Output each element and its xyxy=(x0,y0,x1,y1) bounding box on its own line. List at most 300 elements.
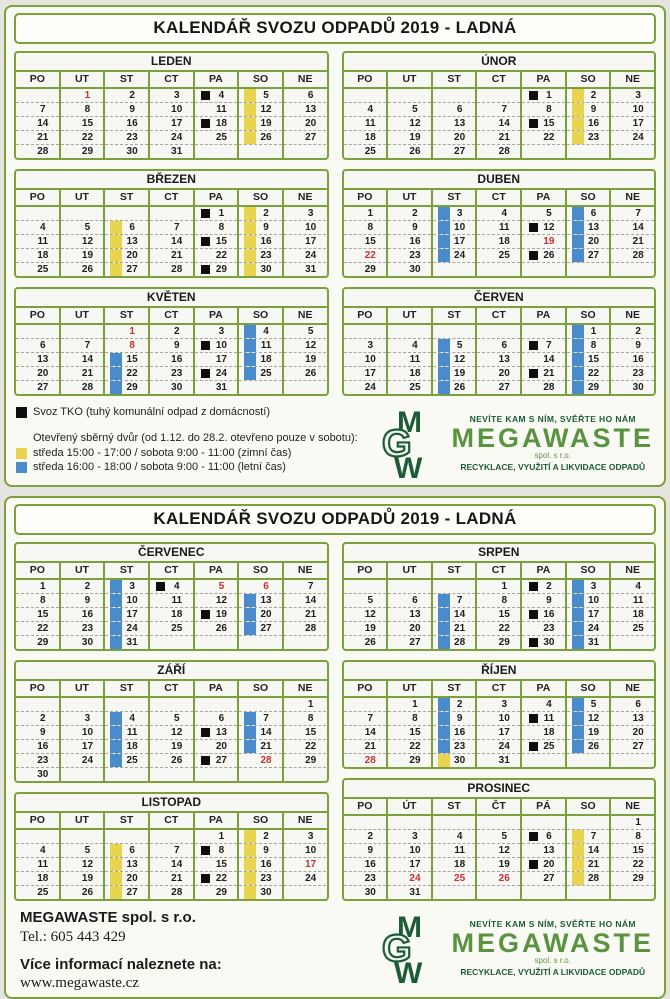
day-number: 21 xyxy=(454,623,466,634)
weekday-header: SO xyxy=(567,563,612,578)
cell-marker xyxy=(66,608,78,621)
day-number xyxy=(122,768,148,781)
open-yard-summer-marker xyxy=(572,580,584,593)
day-column xyxy=(477,698,522,767)
cell-marker xyxy=(155,381,167,394)
day-cell xyxy=(284,249,327,263)
day-number: 5 xyxy=(307,326,314,337)
logo-text-block xyxy=(451,919,654,976)
cell-marker xyxy=(527,117,539,130)
day-number: 21 xyxy=(37,132,49,143)
day-number xyxy=(361,816,387,829)
day-number: 9 xyxy=(590,104,597,115)
cell-marker xyxy=(21,858,33,871)
day-cell xyxy=(477,263,520,276)
day-number: 30 xyxy=(260,887,272,898)
day-number: 1 xyxy=(635,817,641,828)
cell-marker xyxy=(393,580,405,593)
day-cell xyxy=(433,580,476,594)
weekday-header: ST xyxy=(433,308,478,323)
day-number: 12 xyxy=(364,609,376,620)
cell-marker xyxy=(66,325,78,338)
cell-marker xyxy=(200,754,212,767)
weekday-header: SO xyxy=(567,72,612,87)
day-column xyxy=(567,580,612,649)
open-yard-summer-marker xyxy=(244,726,256,739)
cell-marker xyxy=(527,622,539,635)
day-number xyxy=(33,830,59,843)
day-number: 12 xyxy=(409,118,421,129)
day-cell xyxy=(239,594,282,608)
day-number: 1 xyxy=(412,699,418,710)
open-yard-summer-marker xyxy=(572,339,584,352)
month-leden xyxy=(14,51,329,160)
open-yard-summer-marker xyxy=(572,712,584,725)
day-cell xyxy=(150,339,193,353)
day-cell xyxy=(284,636,327,649)
day-number xyxy=(212,145,238,158)
day-cell xyxy=(522,858,565,872)
cell-marker xyxy=(482,740,494,753)
day-cell xyxy=(195,886,238,899)
day-number: 29 xyxy=(126,382,138,393)
day-cell xyxy=(16,712,59,726)
cell-marker xyxy=(616,740,628,753)
day-cell xyxy=(61,872,104,886)
month-prosinec xyxy=(342,778,657,901)
day-column xyxy=(388,207,433,276)
day-number: 6 xyxy=(263,581,269,592)
months-column-right xyxy=(342,51,657,396)
day-cell xyxy=(105,381,148,394)
weekday-header: UT xyxy=(61,813,106,828)
day-cell xyxy=(344,131,387,145)
logo-tagline: NEVÍTE KAM S NÍM, SVĚŘTE HO NÁM xyxy=(469,414,636,425)
cell-marker xyxy=(438,580,450,593)
day-cell xyxy=(195,622,238,636)
day-number: 2 xyxy=(40,713,46,724)
cell-marker xyxy=(616,580,628,593)
day-cell xyxy=(150,698,193,712)
weekday-header: UT xyxy=(61,308,106,323)
day-number: 15 xyxy=(126,354,138,365)
cell-marker xyxy=(393,844,405,857)
day-cell xyxy=(239,580,282,594)
day-cell xyxy=(150,726,193,740)
day-column xyxy=(388,89,433,158)
day-number: 5 xyxy=(590,699,597,710)
day-cell xyxy=(477,608,520,622)
day-cell xyxy=(195,235,238,249)
day-number xyxy=(494,263,520,276)
day-cell xyxy=(150,353,193,367)
open-yard-summer-marker xyxy=(572,353,584,366)
weekday-header: NE xyxy=(625,800,640,812)
day-number: 23 xyxy=(260,873,272,884)
cell-marker xyxy=(482,636,494,649)
open-yard-summer-marker xyxy=(438,221,450,234)
cell-marker xyxy=(21,221,33,234)
day-number: 15 xyxy=(305,727,317,738)
day-number: 1 xyxy=(546,90,552,101)
day-number: 19 xyxy=(305,354,317,365)
day-number: 21 xyxy=(364,741,376,752)
month-title: ČERVENEC xyxy=(16,544,327,563)
cell-marker xyxy=(438,145,450,158)
day-number: 9 xyxy=(84,595,91,606)
calendar-card-bottom xyxy=(4,496,666,999)
cell-marker xyxy=(393,145,405,158)
day-cell xyxy=(522,367,565,381)
day-number: 28 xyxy=(454,637,466,648)
open-yard-summer-marker xyxy=(244,622,256,635)
weekday-header-row xyxy=(344,190,655,207)
cell-marker xyxy=(616,608,628,621)
day-number: 27 xyxy=(126,264,138,275)
open-yard-winter-marker xyxy=(110,858,122,871)
cell-marker xyxy=(527,712,539,725)
day-number: 30 xyxy=(364,887,376,898)
day-cell xyxy=(611,235,654,249)
cell-marker xyxy=(155,844,167,857)
day-cell xyxy=(433,207,476,221)
day-number: 24 xyxy=(305,873,317,884)
day-cell xyxy=(195,858,238,872)
open-yard-winter-marker xyxy=(244,117,256,130)
day-cell xyxy=(611,325,654,339)
weekday-header-row xyxy=(344,563,655,580)
weekday-header: PO xyxy=(16,190,61,205)
day-column xyxy=(284,830,327,899)
day-cell xyxy=(477,339,520,353)
cell-marker xyxy=(66,353,78,366)
day-number: 22 xyxy=(37,623,49,634)
weekday-header: PO xyxy=(344,681,389,696)
weekday-header: PÁ xyxy=(522,799,567,814)
weekday-header: NE xyxy=(625,309,640,321)
cell-marker xyxy=(200,221,212,234)
day-number: 11 xyxy=(632,595,644,606)
day-number: 22 xyxy=(543,132,555,143)
day-number xyxy=(539,145,565,158)
day-number: 5 xyxy=(456,340,463,351)
month-listopad xyxy=(14,792,329,901)
cell-marker xyxy=(289,353,301,366)
day-cell xyxy=(477,816,520,830)
day-number: 24 xyxy=(409,873,421,884)
weekday-header: PA xyxy=(522,72,567,87)
cell-marker xyxy=(349,816,361,829)
cell-marker xyxy=(482,608,494,621)
cell-marker xyxy=(155,698,167,711)
day-column xyxy=(150,698,195,781)
cell-marker xyxy=(200,89,212,102)
cell-marker xyxy=(200,858,212,871)
day-number: 25 xyxy=(454,873,466,884)
day-number: 24 xyxy=(587,623,600,634)
day-number xyxy=(167,768,193,781)
day-cell xyxy=(16,608,59,622)
cell-marker xyxy=(482,117,494,130)
month-grid xyxy=(16,830,327,899)
weekday-header: CT xyxy=(477,563,522,578)
cell-marker xyxy=(155,712,167,725)
day-cell xyxy=(611,249,654,263)
cell-marker xyxy=(349,117,361,130)
tko-collection-marker xyxy=(201,610,210,619)
day-column xyxy=(195,830,240,899)
weekday-header: SO xyxy=(567,799,612,814)
day-number: 13 xyxy=(305,104,317,115)
day-number: 10 xyxy=(587,595,600,606)
open-yard-winter-marker xyxy=(110,235,122,248)
cell-marker xyxy=(349,712,361,725)
day-number: 27 xyxy=(215,755,227,766)
cell-marker xyxy=(155,886,167,899)
day-number: 30 xyxy=(171,382,183,393)
day-number: 12 xyxy=(454,354,466,365)
open-yard-summer-marker xyxy=(572,325,584,338)
month-cervenec xyxy=(14,542,329,651)
day-cell xyxy=(388,367,431,381)
cell-marker xyxy=(482,698,494,711)
day-number: 18 xyxy=(37,250,49,261)
day-number xyxy=(539,886,565,899)
day-number: 10 xyxy=(215,340,227,351)
day-number: 17 xyxy=(454,236,466,247)
weekday-header-row xyxy=(344,72,655,89)
day-cell xyxy=(61,353,104,367)
day-cell xyxy=(284,263,327,276)
cell-marker xyxy=(244,698,256,711)
weekday-header: NE xyxy=(625,682,640,694)
day-number xyxy=(494,89,520,102)
tko-collection-marker xyxy=(529,369,538,378)
day-cell xyxy=(611,712,654,726)
weekday-header: ST xyxy=(105,563,150,578)
day-number xyxy=(122,830,148,843)
day-number: 22 xyxy=(587,368,600,379)
day-cell xyxy=(150,580,193,594)
cell-marker xyxy=(616,622,628,635)
month-grid xyxy=(344,580,655,649)
day-cell xyxy=(433,145,476,158)
cell-marker xyxy=(21,249,33,262)
mgw-logo-icon xyxy=(381,911,447,990)
day-cell xyxy=(567,249,610,263)
open-yard-summer-marker xyxy=(244,740,256,753)
day-number xyxy=(405,580,431,593)
day-number xyxy=(584,754,610,767)
day-cell xyxy=(522,754,565,767)
day-number: 29 xyxy=(37,637,49,648)
cell-marker xyxy=(155,768,167,781)
tko-collection-marker xyxy=(201,874,210,883)
open-yard-winter-marker xyxy=(244,844,256,857)
day-cell xyxy=(284,117,327,131)
day-number: 25 xyxy=(498,250,510,261)
day-number xyxy=(122,207,148,220)
cell-marker xyxy=(438,263,450,276)
cell-marker xyxy=(438,131,450,144)
day-column xyxy=(16,89,61,158)
day-number: 26 xyxy=(454,382,466,393)
day-number: 26 xyxy=(543,250,555,261)
day-column xyxy=(16,698,61,781)
cell-marker xyxy=(200,712,212,725)
day-number xyxy=(450,816,476,829)
open-yard-summer-marker xyxy=(110,594,122,607)
day-cell xyxy=(61,698,104,712)
open-yard-winter-marker xyxy=(244,221,256,234)
weekday-header: UT xyxy=(388,563,433,578)
day-cell xyxy=(522,816,565,830)
day-column xyxy=(522,89,567,158)
weekday-header: PA xyxy=(522,681,567,696)
cell-marker xyxy=(482,221,494,234)
cell-marker xyxy=(289,221,301,234)
open-yard-summer-marker xyxy=(438,339,450,352)
cell-marker xyxy=(393,886,405,899)
weekday-header: PO xyxy=(344,308,389,323)
day-number: 25 xyxy=(126,755,138,766)
day-cell xyxy=(105,698,148,712)
cell-marker xyxy=(110,830,122,843)
day-cell xyxy=(61,131,104,145)
day-number: 28 xyxy=(260,755,272,766)
month-grid xyxy=(344,207,655,276)
day-column xyxy=(388,698,433,767)
day-number: 3 xyxy=(501,699,508,710)
day-cell xyxy=(195,580,238,594)
day-column xyxy=(195,89,240,158)
day-cell xyxy=(388,381,431,394)
day-cell xyxy=(433,740,476,754)
day-number: 7 xyxy=(307,581,314,592)
weekday-header: PA xyxy=(195,190,240,205)
cell-marker xyxy=(616,830,628,843)
months-grid-bottom xyxy=(14,542,656,901)
cell-marker xyxy=(244,381,256,394)
day-number: 8 xyxy=(40,595,46,606)
day-cell xyxy=(567,381,610,394)
day-number: 26 xyxy=(260,132,272,143)
day-cell xyxy=(477,89,520,103)
open-yard-summer-marker xyxy=(572,608,584,621)
cell-marker xyxy=(289,872,301,885)
day-cell xyxy=(388,740,431,754)
day-cell xyxy=(567,145,610,158)
cell-marker xyxy=(200,830,212,843)
day-cell xyxy=(284,754,327,768)
day-number: 20 xyxy=(37,368,49,379)
day-column xyxy=(522,207,567,276)
day-cell xyxy=(150,367,193,381)
day-cell xyxy=(150,858,193,872)
open-yard-winter-marker xyxy=(244,89,256,102)
weekday-header: NE xyxy=(297,73,313,85)
day-number: 19 xyxy=(587,727,600,738)
day-cell xyxy=(195,768,238,781)
day-number: 17 xyxy=(409,859,421,870)
weekday-header: PO xyxy=(344,563,389,578)
cell-marker xyxy=(527,886,539,899)
cell-marker xyxy=(66,726,78,739)
day-cell xyxy=(150,325,193,339)
day-number: 16 xyxy=(126,118,138,129)
open-yard-summer-marker xyxy=(110,754,122,767)
day-cell xyxy=(611,339,654,353)
day-number: 26 xyxy=(81,264,94,275)
cell-marker xyxy=(289,726,301,739)
day-number: 20 xyxy=(543,859,555,870)
day-number: 6 xyxy=(129,845,135,856)
day-cell xyxy=(61,622,104,636)
cell-marker xyxy=(200,872,212,885)
cell-marker xyxy=(349,740,361,753)
day-column xyxy=(150,830,195,899)
day-column xyxy=(239,580,284,649)
weekday-header: ST xyxy=(433,72,478,87)
open-yard-summer-marker xyxy=(110,712,122,725)
cell-marker xyxy=(572,263,584,276)
day-number: 7 xyxy=(501,104,508,115)
day-number: 29 xyxy=(305,755,317,766)
cell-marker xyxy=(110,325,122,338)
company-name: MEGAWASTE spol. s r.o. xyxy=(20,909,196,926)
day-cell xyxy=(16,325,59,339)
day-cell xyxy=(477,580,520,594)
day-number xyxy=(78,768,104,781)
open-yard-summer-marker xyxy=(572,249,584,262)
cell-marker xyxy=(200,207,212,220)
day-cell xyxy=(195,594,238,608)
day-number: 16 xyxy=(543,609,555,620)
open-yard-summer-marker xyxy=(244,353,256,366)
day-cell xyxy=(105,325,148,339)
day-number xyxy=(301,381,327,394)
day-number: 26 xyxy=(587,741,600,752)
cell-marker xyxy=(438,325,450,338)
day-cell xyxy=(105,712,148,726)
day-cell xyxy=(239,622,282,636)
cell-marker xyxy=(527,263,539,276)
day-cell xyxy=(567,872,610,886)
cell-marker xyxy=(616,353,628,366)
cell-marker xyxy=(393,726,405,739)
tko-collection-marker xyxy=(201,119,210,128)
weekday-header: ST xyxy=(105,308,150,323)
day-cell xyxy=(239,830,282,844)
day-cell xyxy=(239,367,282,381)
weekday-header-row xyxy=(16,72,327,89)
cell-marker xyxy=(393,89,405,102)
day-cell xyxy=(567,353,610,367)
weekday-header: SO xyxy=(567,190,612,205)
day-number xyxy=(301,145,327,158)
day-number: 29 xyxy=(409,755,421,766)
open-yard-winter-marker xyxy=(572,872,584,885)
day-number: 1 xyxy=(84,90,91,101)
cell-marker xyxy=(110,117,122,130)
cell-marker xyxy=(616,367,628,380)
day-column xyxy=(433,325,478,394)
open-yard-summer-marker xyxy=(244,712,256,725)
day-cell xyxy=(284,325,327,339)
day-number xyxy=(361,89,387,102)
day-column xyxy=(611,698,654,767)
day-number: 15 xyxy=(498,609,510,620)
